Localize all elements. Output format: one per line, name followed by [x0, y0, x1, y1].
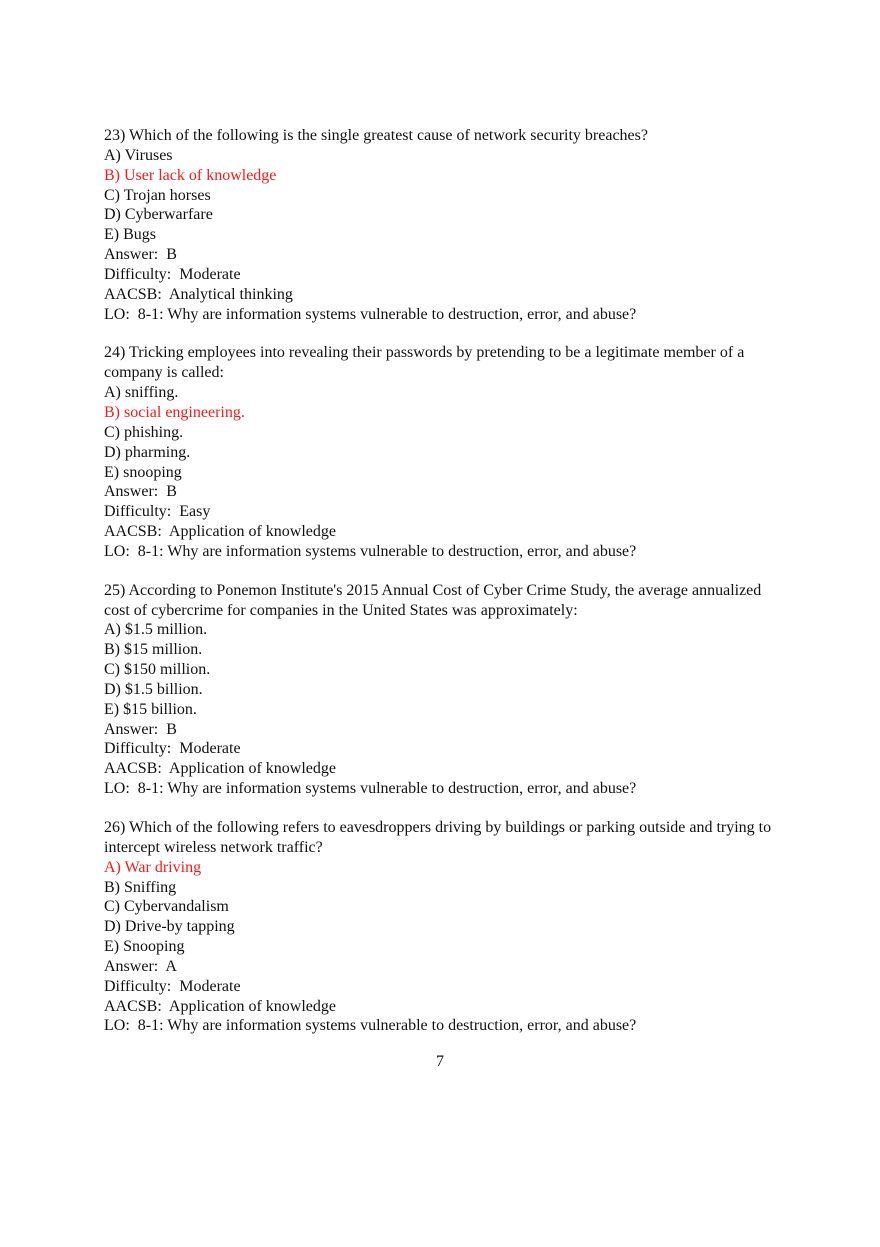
aacsb-line: AACSB: Application of knowledge	[104, 523, 336, 541]
question-block-24	[104, 343, 784, 561]
difficulty-line: Difficulty: Moderate	[104, 740, 241, 758]
difficulty-line: Difficulty: Easy	[104, 503, 211, 521]
question-block-25	[104, 581, 784, 799]
option-d: D) Drive-by tapping	[104, 918, 235, 936]
option-e: E) Snooping	[104, 938, 185, 956]
lo-line: LO: 8-1: Why are information systems vulnerable to destruction, error, and abuse?	[104, 780, 637, 798]
option-c: C) Cybervandalism	[104, 898, 229, 916]
aacsb-line: AACSB: Application of knowledge	[104, 760, 336, 778]
question-list	[104, 126, 784, 1055]
option-e: E) $15 billion.	[104, 700, 197, 718]
option-e: E) snooping	[104, 463, 182, 481]
option-e: E) Bugs	[104, 226, 156, 244]
option-d: D) $1.5 billion.	[104, 680, 203, 698]
difficulty-line: Difficulty: Moderate	[104, 977, 241, 995]
question-block-23	[104, 126, 784, 324]
option-d: D) Cyberwarfare	[104, 206, 213, 224]
question-text: 24) Tricking employees into revealing their passwords by pretending to be a legitimate member of a company is called:	[104, 344, 745, 382]
question-text: 26) Which of the following refers to eavesdroppers driving by buildings or parking outside and trying to intercept wireless network traffic?	[104, 819, 772, 856]
option-b: B) $15 million.	[104, 641, 203, 659]
option-a: A) sniffing.	[104, 384, 179, 402]
option-c: C) phishing.	[104, 423, 184, 441]
option-a: A) War driving	[104, 858, 202, 876]
option-c: C) $150 million.	[104, 661, 211, 679]
option-b: B) User lack of knowledge	[104, 166, 277, 184]
lo-line: LO: 8-1: Why are information systems vulnerable to destruction, error, and abuse?	[104, 1017, 637, 1035]
lo-line: LO: 8-1: Why are information systems vulnerable to destruction, error, and abuse?	[104, 542, 637, 560]
option-a: A) Viruses	[104, 146, 173, 164]
answer-line: Answer: B	[104, 246, 177, 264]
lo-line: LO: 8-1: Why are information systems vulnerable to destruction, error, and abuse?	[104, 305, 637, 323]
page-number: 7	[436, 1053, 444, 1070]
answer-line: Answer: B	[104, 720, 177, 738]
aacsb-line: AACSB: Application of knowledge	[104, 997, 336, 1015]
question-text: 23) Which of the following is the single greatest cause of network security breaches?	[104, 127, 648, 144]
option-b: B) social engineering.	[104, 403, 245, 421]
option-d: D) pharming.	[104, 443, 191, 461]
aacsb-line: AACSB: Analytical thinking	[104, 285, 293, 303]
option-a: A) $1.5 million.	[104, 621, 208, 639]
option-c: C) Trojan horses	[104, 186, 211, 204]
option-b: B) Sniffing	[104, 878, 177, 896]
question-text: 25) According to Ponemon Institute's 2015 Annual Cost of Cyber Crime Study, the average annualized cost of cybercrime for companies in the United States was approximately:	[104, 581, 762, 619]
question-block-26	[104, 818, 784, 1036]
answer-line: Answer: B	[104, 483, 177, 501]
difficulty-line: Difficulty: Moderate	[104, 265, 241, 283]
answer-line: Answer: A	[104, 957, 177, 975]
